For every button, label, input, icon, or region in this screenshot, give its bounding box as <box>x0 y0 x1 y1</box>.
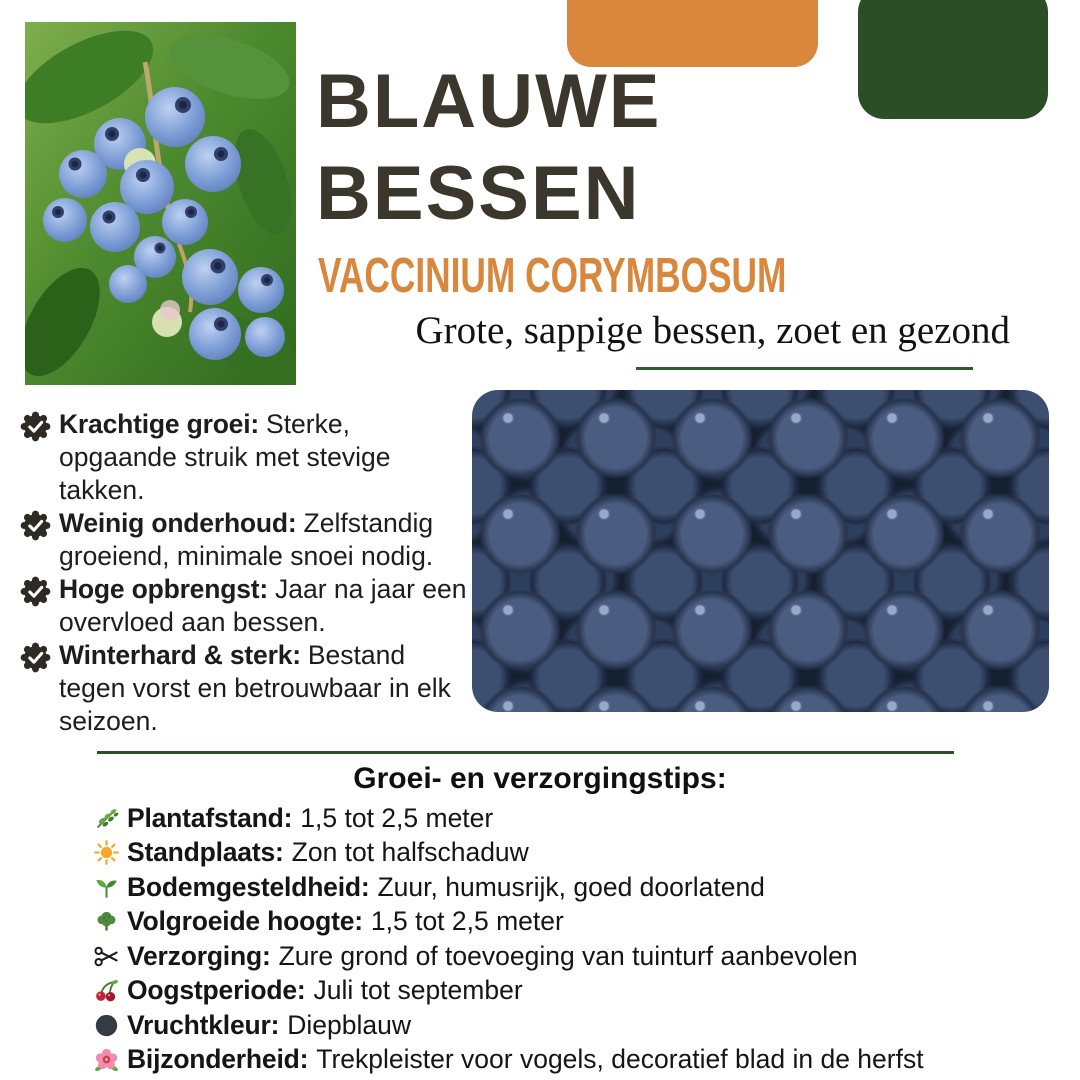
tips-divider <box>97 751 954 754</box>
tip-row <box>93 1043 1053 1078</box>
latin-name-text: VACCINIUM CORYMBOSUM <box>318 249 787 303</box>
tips-heading: Groei- en verzorgingstips: <box>353 762 727 795</box>
herb-icon <box>93 805 120 832</box>
green-accent-shape <box>858 0 1048 119</box>
tip-text: Juli tot september <box>313 975 523 1006</box>
feature-text: Bestand tegen vorst en betrouwbaar in elk seizoen. <box>59 640 451 736</box>
tip-row <box>93 905 1053 940</box>
sun-icon <box>93 839 120 866</box>
tip-row <box>93 801 1053 836</box>
check-badge-icon <box>20 576 51 607</box>
feature-text: Sterke, opgaande struik met stevige takken. <box>59 409 391 505</box>
tips-list <box>93 801 1053 1077</box>
blueberry-branch-photo <box>25 22 296 385</box>
tip-label: Verzorging: <box>127 940 271 971</box>
feature-item <box>20 408 470 507</box>
tip-label: Bijzonderheid: <box>127 1044 309 1075</box>
feature-item <box>20 507 470 573</box>
tip-label: Plantafstand: <box>127 802 293 833</box>
blueberry-branch-illustration <box>25 22 296 385</box>
seedling-icon <box>93 874 120 901</box>
tip-text: 1,5 tot 2,5 meter <box>300 802 494 833</box>
feature-text: Jaar na jaar een overvloed aan bessen. <box>59 574 467 637</box>
tip-text: Zuur, humusrijk, goed doorlatend <box>377 871 765 902</box>
tip-text: Zure grond of toevoeging van tuinturf aanbevolen <box>278 940 858 971</box>
tip-text: Zon tot halfschaduw <box>291 837 529 868</box>
tree-icon <box>93 908 120 935</box>
tip-label: Bodemgesteldheid: <box>127 871 370 902</box>
tip-text: Trekpleister voor vogels, decoratief blad in de herfst <box>316 1044 924 1075</box>
feature-list <box>20 408 470 738</box>
check-badge-icon <box>20 510 51 541</box>
tagline: Grote, sappige bessen, zoet en gezond <box>415 309 1010 352</box>
tip-row <box>93 870 1053 905</box>
page-title <box>316 56 662 240</box>
latin-name <box>318 248 969 304</box>
scissors-icon <box>93 943 120 970</box>
tip-label: Vruchtkleur: <box>127 1009 280 1040</box>
tip-label: Volgroeide hoogte: <box>127 906 363 937</box>
feature-item <box>20 639 470 738</box>
tip-label: Oogstperiode: <box>127 975 306 1006</box>
check-badge-icon <box>20 642 51 673</box>
feature-item <box>20 573 470 639</box>
page-title-line2: BESSEN <box>316 151 641 236</box>
tip-text: Diepblauw <box>287 1009 411 1040</box>
feature-label: Weinig onderhoud: <box>59 508 297 538</box>
feature-label: Krachtige groei: <box>59 409 260 439</box>
cherries-icon <box>93 977 120 1004</box>
tagline-underline <box>636 367 973 370</box>
page-title-line1: BLAUWE <box>316 59 662 144</box>
tip-label: Standplaats: <box>127 837 284 868</box>
blueberries-closeup-photo <box>472 390 1049 712</box>
tip-row <box>93 939 1053 974</box>
hibiscus-icon <box>93 1046 120 1073</box>
tip-row <box>93 974 1053 1009</box>
tip-text: 1,5 tot 2,5 meter <box>370 906 564 937</box>
feature-label: Winterhard & sterk: <box>59 640 301 670</box>
check-badge-icon <box>20 411 51 442</box>
tip-row <box>93 1008 1053 1043</box>
circle-icon <box>93 1012 120 1039</box>
feature-text: Zelfstandig groeiend, minimale snoei nodig. <box>59 508 434 571</box>
tip-row <box>93 836 1053 871</box>
feature-label: Hoge opbrengst: <box>59 574 268 604</box>
